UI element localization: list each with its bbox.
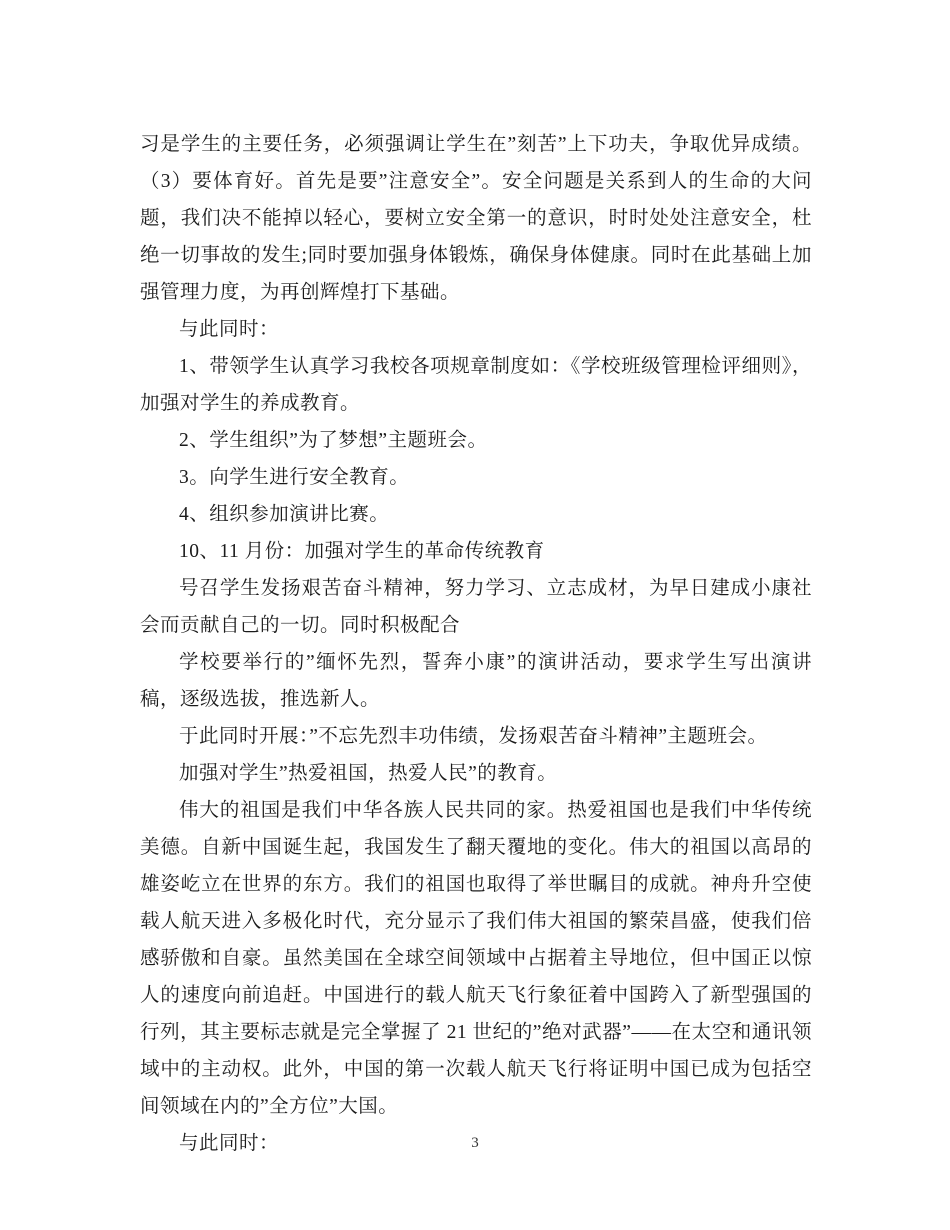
paragraph: 习是学生的主要任务，必须强调让学生在”刻苦”上下功夫，争取优异成绩。（3）要体育好。首先是要”注意安全”。安全问题是关系到人的生命的大问题，我们决不能掉以轻心，要树立安全第一的意识，时时处处注意安全，杜绝一切事故的发生;同时要加强身体锻炼，确保身体健康。同时在此基础上加强管理力度，为再创辉煌打下基础。 [140, 134, 812, 303]
paragraph: 与此同时： [179, 1133, 280, 1154]
paragraph: 1、带领学生认真学习我校各项规章制度如：《学校班级管理检评细则》，加强对学生的养成教育。 [140, 356, 812, 414]
paragraph: 伟大的祖国是我们中华各族人民共同的家。热爱祖国也是我们中华传统美德。自新中国诞生起，我国发生了翻天覆地的变化。伟大的祖国以高昂的雄姿屹立在世界的东方。我们的祖国也取得了举世瞩目的成就。神舟升空使载人航天进入多极化时代，充分显示了我们伟大祖国的繁荣昌盛，使我们倍感骄傲和自豪。虽然美国在全球空间领域中占据着主导地位，但中国正以惊人的速度向前追赶。中国进行的载人航天飞行象征着中国跨入了新型强国的行列，其主要标志就是完全掌握了 21 世纪的”绝对武器”——在太空和通讯领域中的主动权。此外，中国的第一次载人航天飞行将证明中国已成为包括空间领域在内的”全方位”大国。 [140, 800, 812, 1117]
paragraph: 学校要举行的”缅怀先烈，誓奔小康”的演讲活动，要求学生写出演讲稿，逐级选拔，推选新人。 [140, 652, 812, 710]
document-body [140, 126, 812, 1162]
paragraph: 于此同时开展：”不忘先烈丰功伟绩，发扬艰苦奋斗精神”主题班会。 [179, 726, 768, 747]
paragraph: 3。向学生进行安全教育。 [179, 467, 410, 488]
paragraph: 4、组织参加演讲比赛。 [179, 504, 390, 525]
paragraph: 2、学生组织”为了梦想”主题班会。 [179, 430, 488, 451]
page-footer [0, 1134, 950, 1152]
paragraph: 与此同时： [179, 319, 280, 340]
paragraph: 10、11 月份：加强对学生的革命传统教育 [179, 541, 545, 562]
paragraph: 号召学生发扬艰苦奋斗精神，努力学习、立志成材，为早日建成小康社会而贡献自己的一切。同时积极配合 [140, 578, 812, 636]
paragraph: 加强对学生”热爱祖国，热爱人民”的教育。 [179, 763, 558, 784]
page-number: 3 [471, 1135, 479, 1151]
